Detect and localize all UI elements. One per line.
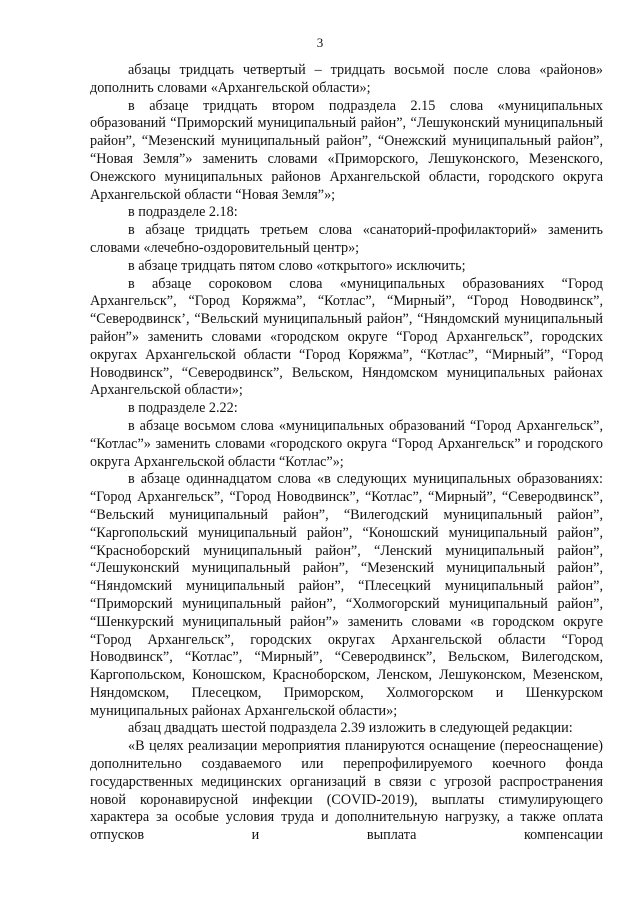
- paragraph: «В целях реализации мероприятия планируются оснащение (переоснащение) дополнительно создаваемого или перепрофилируемого коечного фонда государственных медицинских организаций в связи с угрозой распространения новой коронавирусной инфекции (COVID-2019), выплаты стимулирующего характера за особые условия труда и дополнительную нагрузку, а также оплата отпусков и выплата компенсации: [90, 738, 603, 844]
- document-body: [90, 62, 603, 845]
- paragraph: в абзаце восьмом слова «муниципальных образований “Город Архангельск”, “Котлас”» заменить словами «городского округа “Город Архангельск” и городского округа Архангельской области “Котлас”»;: [90, 417, 603, 470]
- paragraph: абзацы тридцать четвертый – тридцать восьмой после слова «районов» дополнить словами «Архангельской области»;: [90, 62, 603, 96]
- paragraph: в абзаце тридцать третьем слова «санаторий-профилакторий» заменить словами «лечебно-оздоровительный центр»;: [90, 222, 603, 256]
- paragraph: в абзаце сороковом слова «муниципальных образованиях “Город Архангельск”, “Город Коряжма”, “Котлас”, “Мирный”, “Город Новодвинск”, “Северодвинск’, “Вельский муниципальный район”, “Няндомский муниципальный район”» заменить словами «городском округе “Город Архангельск”, городских округах Архангельской области “Город Коряжма”, “Котлас”, “Мирный”, “Город Новодвинск”, “Северодвинск”, Вельском, Няндомском муниципальных районах Архангельской области»;: [90, 275, 603, 399]
- paragraph: абзац двадцать шестой подраздела 2.39 изложить в следующей редакции:: [128, 720, 573, 737]
- paragraph: в подразделе 2.18:: [128, 204, 238, 221]
- paragraph: в абзаце тридцать пятом слово «открытого» исключить;: [128, 257, 466, 274]
- paragraph: в подразделе 2.22:: [128, 400, 238, 417]
- page-number: 3: [316, 35, 324, 50]
- paragraph: в абзаце одиннадцатом слова «в следующих муниципальных образованиях: “Город Архангельск”, “Город Новодвинск”, “Котлас”, “Мирный”, “Северодвинск”, “Вельский муниципальный район”, “Вилегодский муниципальный район”, “Каргопольский муниципальный район”, “Коношский муниципальный район”, “Красноборский муниципальный район”, “Ленский муниципальный район”, “Лешуконский муниципальный район”, “Мезенский муниципальный район”, “Няндомский муниципальный район”, “Плесецкий муниципальный район”, “Приморский муниципальный район”, “Холмогорский муниципальный район”, “Шенкурский муниципальный район”» заменить словами «в городском округе “Город Архангельск”, городских округах Архангельской области “Город Новодвинск”, “Котлас”, “Мирный”, “Северодвинск”, Вельском, Вилегодском, Каргопольском, Коношском, Красноборском, Ленском, Лешуконском, Мезенском, Няндомском, Плесецком, Приморском, Холмогорском и Шенкурском муниципальных районах Архангельской области»;: [90, 471, 603, 719]
- paragraph: в абзаце тридцать втором подраздела 2.15 слова «муниципальных образований “Приморский муниципальный район”, “Лешуконский муниципальный район”, “Мезенский муниципальный район”, “Онежский муниципальный район”, “Новая Земля”» заменить словами «Приморского, Лешуконского, Мезенского, Онежского муниципальных районов Архангельской области, городского округа Архангельской области “Новая Земля”»;: [90, 97, 603, 203]
